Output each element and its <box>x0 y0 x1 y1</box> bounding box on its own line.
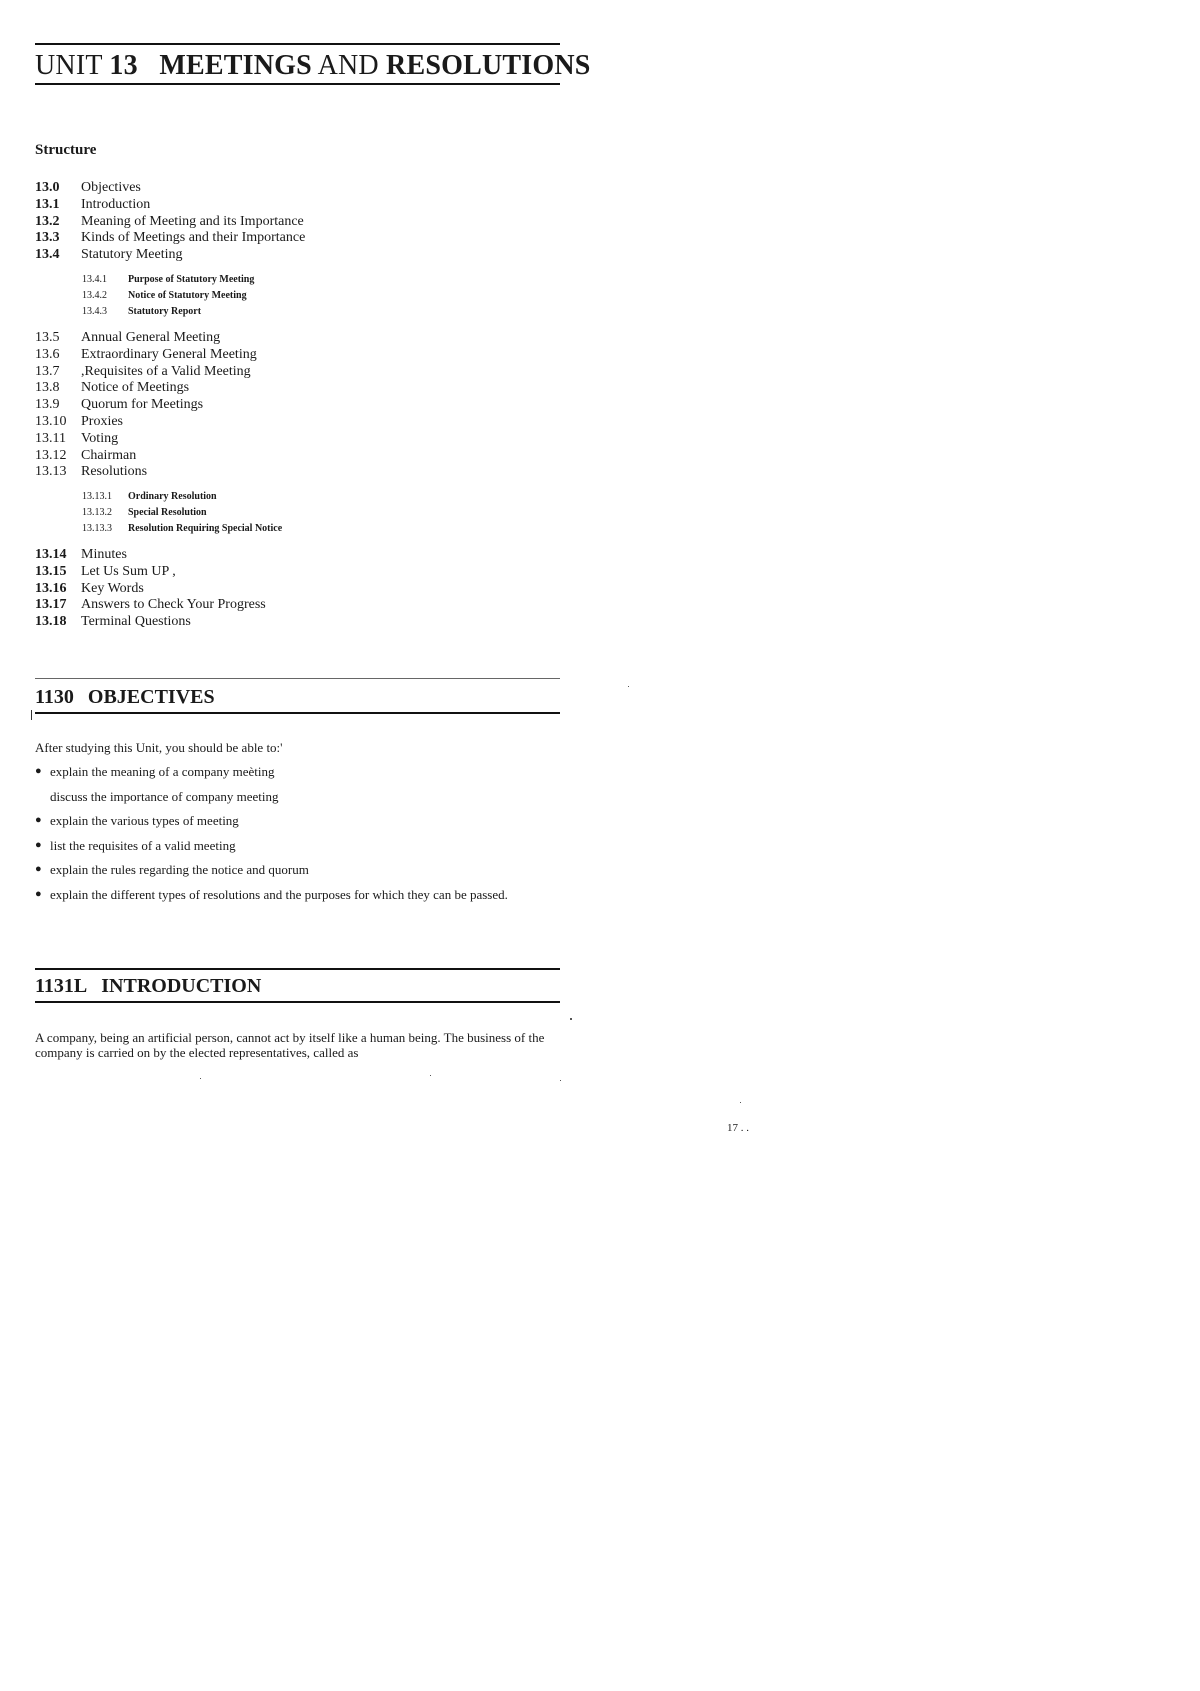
toc-item: 13.8 Notice of Meetings <box>35 380 190 396</box>
toc-sublist-b <box>82 489 282 537</box>
unit-title <box>35 50 591 82</box>
bullet-icon: ● <box>35 838 42 851</box>
toc-sublist-a <box>82 272 254 320</box>
list-item: ● explain the different types of resolutions and the purposes for which they can be passed. <box>35 886 508 902</box>
bullet-icon: ● <box>35 765 42 777</box>
toc-item: 13.10 Proxies <box>35 413 123 429</box>
scan-speck <box>430 1075 431 1076</box>
toc-subitem: 13.13.3 Resolution Requiring Special Notice <box>82 523 283 534</box>
list-item: ● explain the various types of meeting <box>35 813 239 828</box>
toc-item: 13.17 Answers to Check Your Progress <box>35 597 266 613</box>
toc-item: 13.13 Resolutions <box>35 464 148 480</box>
list-item: discuss the importance of company meeting <box>50 788 279 804</box>
page-number: 17 . . <box>727 1122 749 1134</box>
objectives-heading <box>35 686 215 709</box>
toc-item: 13.7 ,Requisites of a Valid Meeting <box>35 363 251 379</box>
objectives-bullets <box>35 764 555 911</box>
toc-item: 13.14 Minutes <box>35 547 127 562</box>
list-item: ● explain the meaning of a company meèting <box>35 764 275 779</box>
toc-item: 13.3 Kinds of Meetings and their Importance <box>35 230 306 246</box>
toc-item: 13.4 Statutory Meeting <box>35 247 183 263</box>
toc-subitem: 13.13.1 Ordinary Resolution <box>82 491 217 502</box>
introduction-number: 1131L <box>35 975 88 997</box>
introduction-top-rule <box>35 968 560 970</box>
scan-speck <box>200 1078 201 1079</box>
scan-speck <box>560 1080 561 1081</box>
toc-list-a <box>35 180 305 264</box>
objectives-bottom-rule <box>35 712 560 714</box>
toc-item: 13.9 Quorum for Meetings <box>35 397 204 413</box>
objectives-number: 1130 <box>35 686 74 708</box>
header-bottom-rule <box>35 83 560 85</box>
bullet-icon: ● <box>35 887 42 900</box>
objectives-title: OBJECTIVES <box>87 686 215 708</box>
toc-subitem: 13.13.2 Special Resolution <box>82 507 207 518</box>
toc-subitem: 13.4.2 Notice of Statutory Meeting <box>82 290 247 301</box>
unit-number: 13 <box>109 50 138 81</box>
toc-item: 13.11 Voting <box>35 430 119 446</box>
scan-speck <box>570 1018 572 1020</box>
toc-subitem: 13.4.1 Purpose of Statutory Meeting <box>82 274 255 285</box>
toc-item: 13.12 Chairman <box>35 447 137 463</box>
toc-list-b <box>35 330 257 481</box>
toc-item: 13.1 Introduction <box>35 196 151 212</box>
toc-item: 13.15 Let Us Sum UP , <box>35 563 176 579</box>
toc-item: 13.2 Meaning of Meeting and its Importance <box>35 213 304 229</box>
toc-list-c <box>35 547 266 631</box>
introduction-title: INTRODUCTION <box>101 975 262 997</box>
header-top-rule <box>35 43 560 45</box>
objectives-top-rule <box>35 678 560 679</box>
list-item: ● list the requisites of a valid meeting <box>35 837 236 853</box>
unit-title-main: MEETINGS <box>159 50 312 81</box>
introduction-bottom-rule <box>35 1001 560 1003</box>
list-item: ● explain the rules regarding the notice and quorum <box>35 862 309 877</box>
introduction-heading <box>35 975 261 998</box>
toc-item: 13.5 Annual General Meeting <box>35 330 221 345</box>
scan-speck <box>628 686 629 687</box>
bullet-icon: ● <box>35 863 42 875</box>
unit-title-joiner: AND <box>317 50 379 81</box>
structure-heading: Structure <box>35 142 97 158</box>
scan-speck <box>740 1102 741 1103</box>
toc-item: 13.0 Objectives <box>35 180 141 195</box>
introduction-paragraph: A company, being an artificial person, cannot act by itself like a human being. The business of the company is carried on by the elected representatives, called as <box>35 1030 545 1060</box>
toc-item: 13.6 Extraordinary General Meeting <box>35 346 257 362</box>
unit-title-end: RESOLUTIONS <box>386 50 591 81</box>
objectives-intro: After studying this Unit, you should be able to:' <box>35 740 283 755</box>
toc-subitem: 13.4.3 Statutory Report <box>82 306 202 317</box>
objectives-margin-tick <box>31 710 32 720</box>
toc-item: 13.16 Key Words <box>35 580 144 596</box>
toc-item: 13.18 Terminal Questions <box>35 614 191 630</box>
unit-label: UNIT <box>35 50 103 81</box>
bullet-icon: ● <box>35 814 42 826</box>
